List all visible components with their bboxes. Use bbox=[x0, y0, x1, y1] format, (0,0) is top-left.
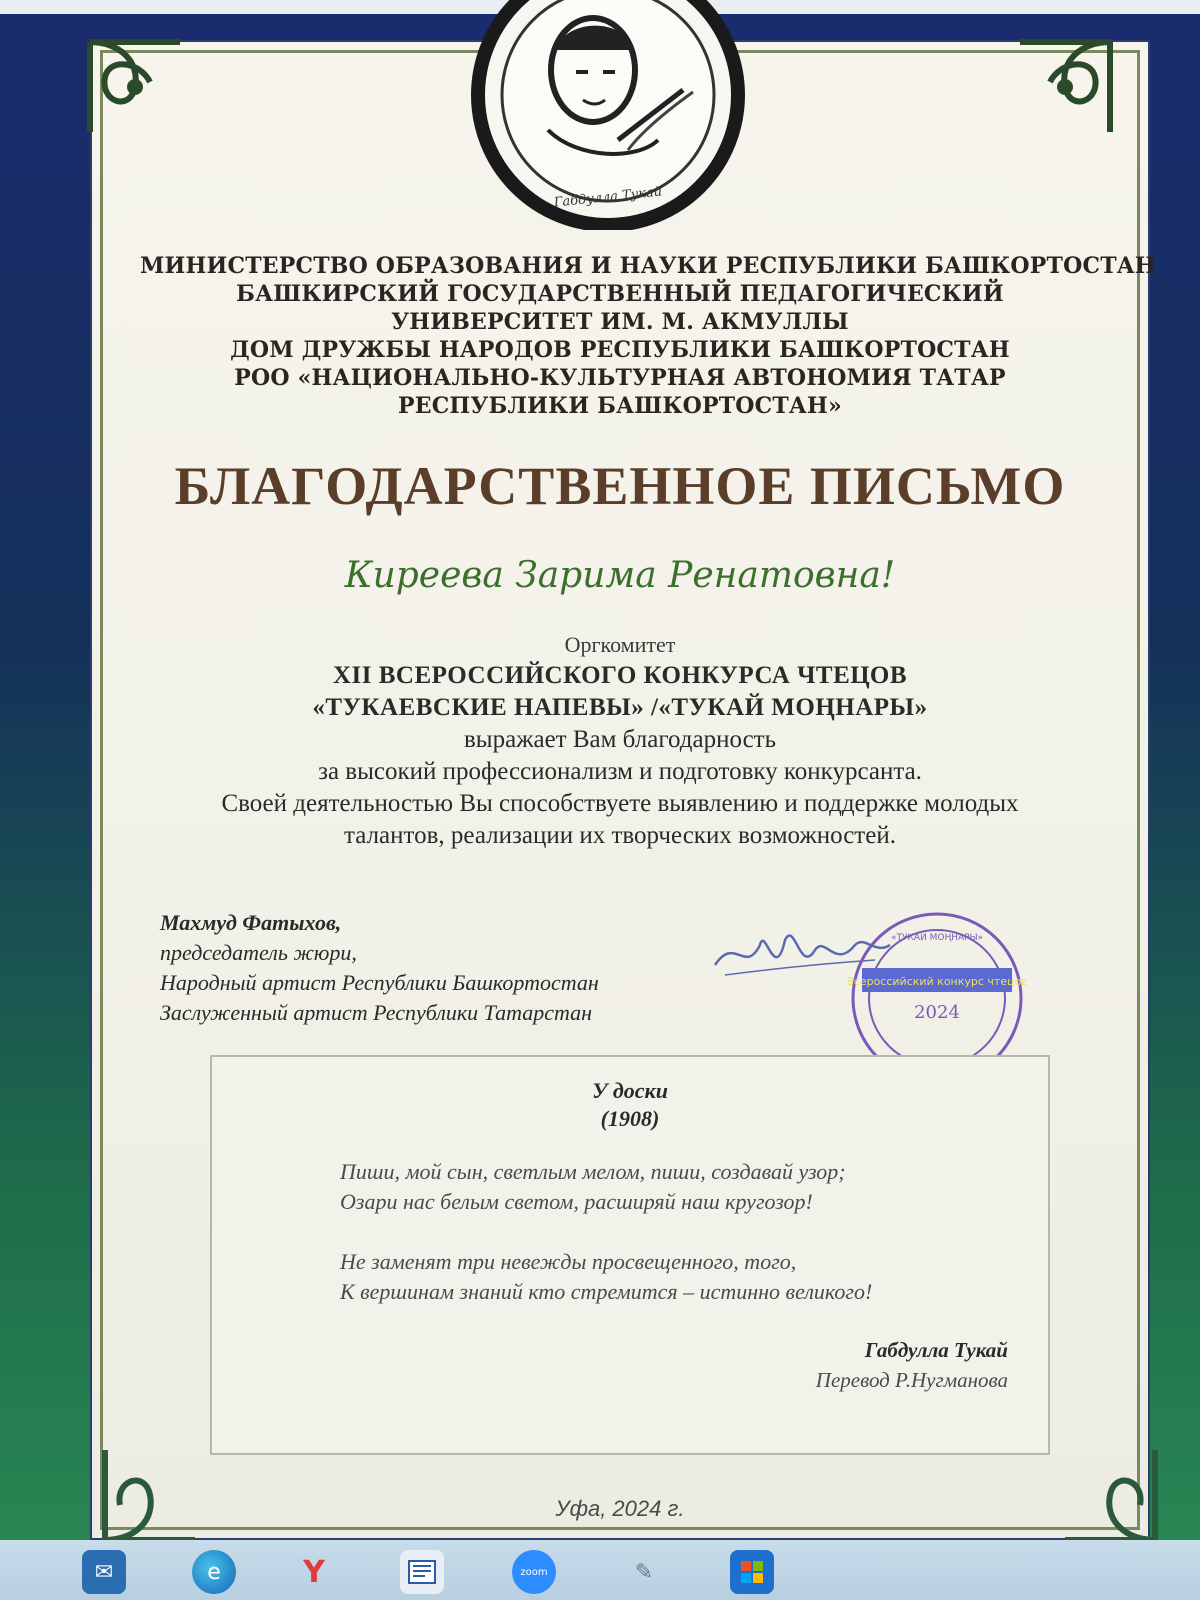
poem-author: Габдулла Тукай bbox=[864, 1338, 1008, 1362]
poem-translator: Перевод Р.Нугманова bbox=[815, 1368, 1008, 1392]
issuer-line: ДОМ ДРУЖБЫ НАРОДОВ РЕСПУБЛИКИ БАШКОРТОСТАН bbox=[230, 337, 1010, 363]
issuer-line: МИНИСТЕРСТВО ОБРАЗОВАНИЯ И НАУКИ РЕСПУБЛИКИ БАШКОРТОСТАН bbox=[140, 253, 1156, 279]
stamp-top-text: «ТУКАЙ МОҢНАРЫ» bbox=[890, 933, 984, 943]
poem-attribution bbox=[816, 1335, 1008, 1395]
poem-year: (1908) bbox=[600, 1106, 660, 1131]
edge-icon[interactable]: e bbox=[192, 1550, 236, 1594]
signer-block bbox=[160, 908, 760, 1028]
letter-body bbox=[140, 630, 1100, 852]
medallion-signature: Габдулла Тукай bbox=[553, 184, 663, 211]
contest-name-line1: XII ВСЕРОССИЙСКОГО КОНКУРСА ЧТЕЦОВ bbox=[332, 662, 908, 689]
issuer-line: УНИВЕРСИТЕТ ИМ. М. АКМУЛЛЫ bbox=[391, 309, 849, 335]
document-title: БЛАГОДАРСТВЕННОЕ ПИСЬМО bbox=[174, 456, 1066, 516]
body-line: за высокий профессионализм и подготовку конкурсанта. bbox=[318, 758, 922, 785]
taskbar bbox=[0, 1540, 1200, 1600]
poem-line: К вершинам знаний кто стремится – истинно великого! bbox=[340, 1279, 873, 1304]
body-line: талантов, реализации их творческих возможностей. bbox=[344, 822, 896, 849]
poem-box bbox=[210, 1055, 1050, 1455]
body-line: выражает Вам благодарность bbox=[464, 726, 776, 753]
stamp-band-text: Всероссийский конкурс чтецов bbox=[848, 975, 1026, 988]
signer-role: председатель жюри, bbox=[160, 940, 357, 965]
poem-title: У доски bbox=[592, 1078, 668, 1103]
yandex-icon[interactable]: Y bbox=[303, 1554, 325, 1590]
zoom-icon[interactable]: zoom bbox=[512, 1550, 556, 1594]
issuer-organizations bbox=[140, 252, 1156, 420]
issuer-line: БАШКИРСКИЙ ГОСУДАРСТВЕННЫЙ ПЕДАГОГИЧЕСКИЙ bbox=[236, 281, 1004, 307]
issuer-line: РЕСПУБЛИКИ БАШКОРТОСТАН» bbox=[398, 393, 842, 419]
corner-ornament-bottom-left bbox=[95, 1440, 205, 1550]
issuer-line: РОО «НАЦИОНАЛЬНО-КУЛЬТУРНАЯ АВТОНОМИЯ ТАТАР bbox=[234, 365, 1006, 391]
signer-name: Махмуд Фатыхов, bbox=[160, 910, 342, 935]
corner-ornament-bottom-right bbox=[1055, 1440, 1165, 1550]
poem-text bbox=[340, 1157, 1020, 1307]
mail-icon[interactable]: ✉ bbox=[82, 1550, 126, 1594]
signer-title: Заслуженный артист Республики Татарстан bbox=[160, 1000, 593, 1025]
poem-line: Не заменят три невежды просвещенного, того, bbox=[340, 1249, 797, 1274]
corner-ornament-top-left bbox=[80, 32, 190, 142]
store-icon[interactable] bbox=[730, 1550, 774, 1594]
body-line: Своей деятельностью Вы способствуете выявлению и поддержке молодых bbox=[221, 790, 1019, 817]
corner-ornament-top-right bbox=[1010, 32, 1120, 142]
contest-name-line2: «ТУКАЕВСКИЕ НАПЕВЫ» /«ТУКАЙ МОҢНАРЫ» bbox=[312, 694, 928, 721]
poem-line: Пиши, мой сын, светлым мелом, пиши, создавай узор; bbox=[340, 1159, 846, 1184]
recipient-name: Киреева Зарима Ренатовна! bbox=[344, 555, 896, 596]
signer-title: Народный артист Республики Башкортостан bbox=[160, 970, 599, 995]
stamp-year: 2024 bbox=[914, 1002, 960, 1023]
poem-heading bbox=[212, 1077, 1048, 1133]
word-icon[interactable] bbox=[400, 1550, 444, 1594]
poem-line: Озари нас белым светом, расширяй наш кругозор! bbox=[340, 1189, 813, 1214]
place-date: Уфа, 2024 г. bbox=[555, 1496, 685, 1521]
tools-icon[interactable]: ✎ bbox=[634, 1559, 654, 1585]
org-committee: Оргкомитет bbox=[564, 632, 676, 657]
